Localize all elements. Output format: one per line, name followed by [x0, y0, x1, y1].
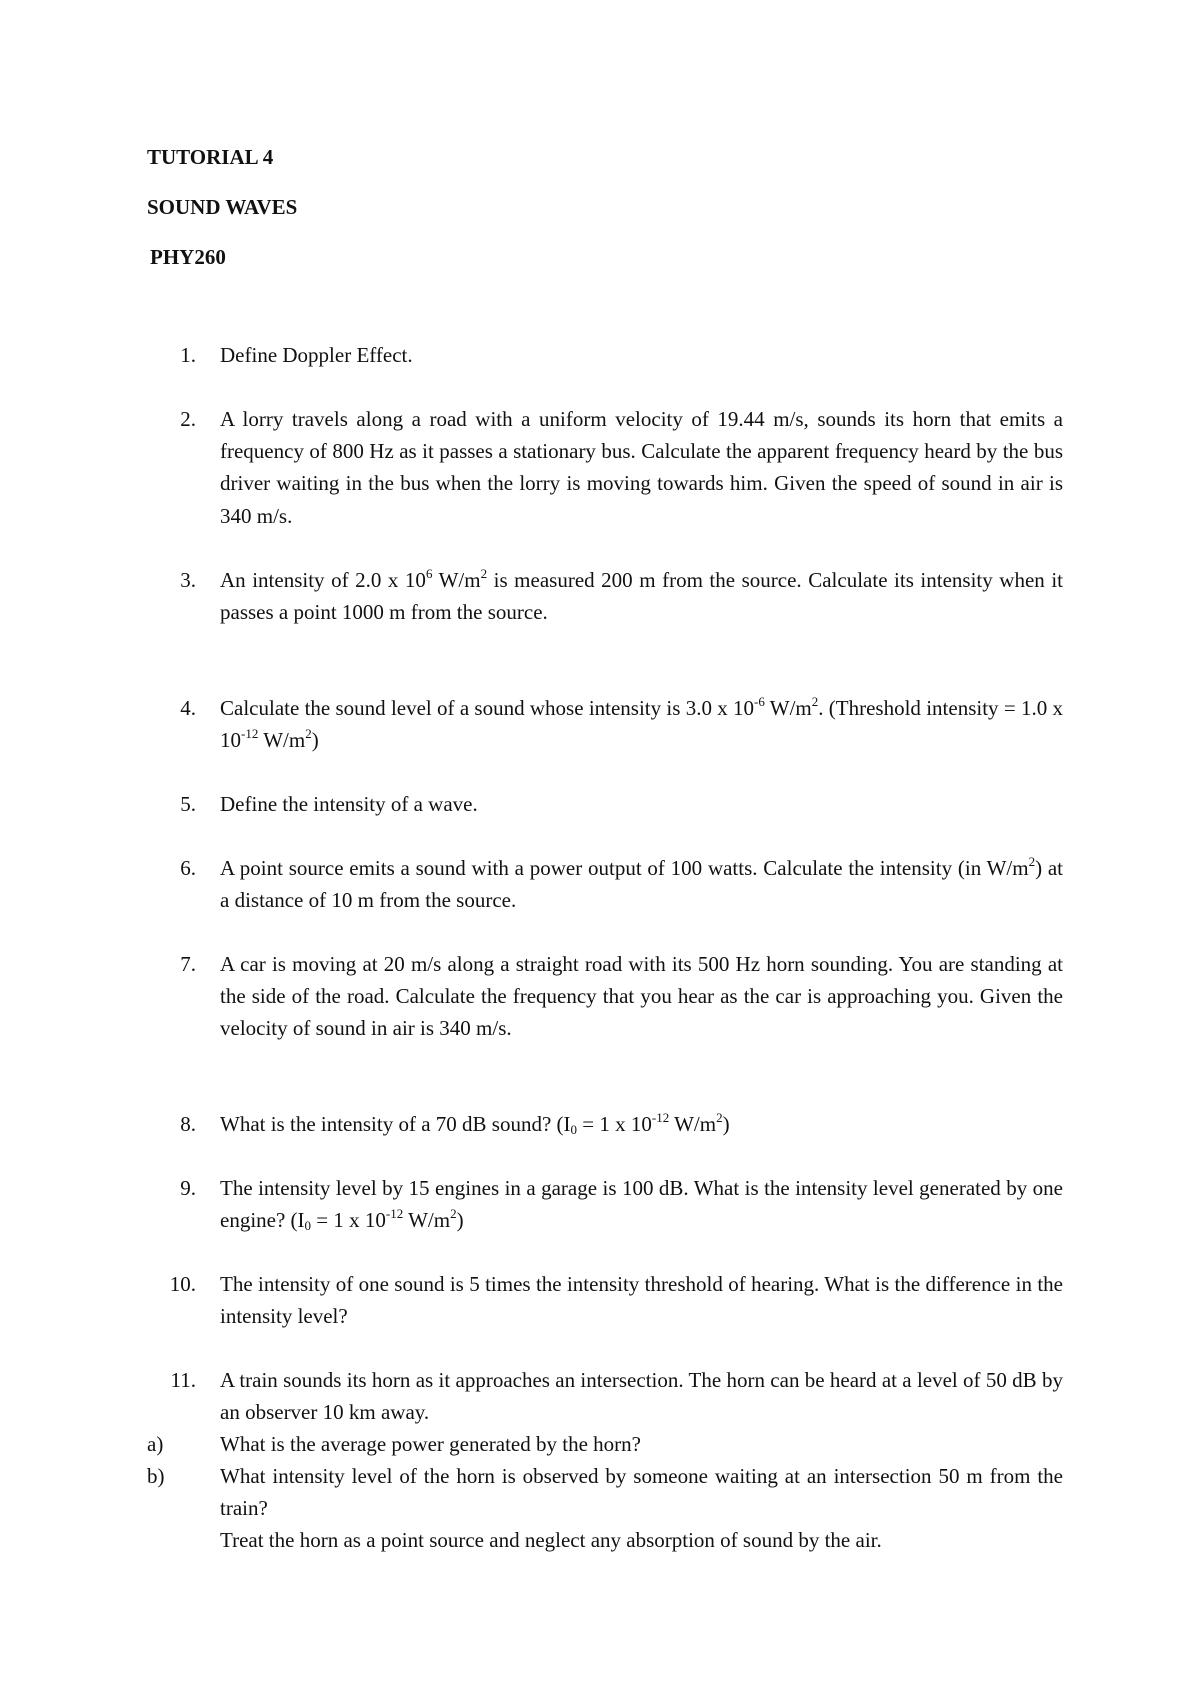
question-6: [180, 852, 1063, 916]
tutorial-title: TUTORIAL 4: [147, 145, 274, 169]
question-number: 8.: [180, 1112, 196, 1136]
question-11: [170, 1364, 1063, 1428]
question-3: [180, 564, 1063, 628]
question-2: [180, 403, 1063, 532]
question-number: 2.: [180, 407, 196, 431]
question-text: A point source emits a sound with a power output of 100 watts. Calculate the intensity (in $W/m^2$) at a distance of 10 m from the source.: [220, 854, 1063, 913]
question-number: 3.: [180, 568, 196, 592]
question-number: 10.: [169, 1272, 196, 1296]
question-number: 9.: [180, 1176, 196, 1200]
question-text: An intensity of 2.0 x $10^6$ $W/m^2$ is measured 200 m from the source. Calculate its intensity when it passes a point 1000 m from the source.: [220, 566, 1063, 625]
sub-question-text: What intensity level of the horn is observed by someone waiting at an intersection 50 m from the train?: [220, 1464, 1063, 1521]
sub-question-b: [147, 1460, 1063, 1524]
question-text: A lorry travels along a road with a uniform velocity of 19.44 m/s, sounds its horn that emits a frequency of 800 Hz as it passes a stationary bus. Calculate the apparent frequency heard by the bus driver waiting in the bus when the lorry is moving towards him. Given the speed of sound in air is 340 m/s.: [220, 407, 1063, 528]
sub-question-a: [147, 1428, 1063, 1460]
question-text: A car is moving at 20 m/s along a straight road with its 500 Hz horn sounding. You are standing at the side of the road. Calculate the frequency that you hear as the car is approaching you. Given the velocity of sound in air is 340 m/s.: [220, 952, 1063, 1041]
sub-question-letter: b): [147, 1464, 165, 1488]
question-number: 1.: [180, 343, 196, 367]
question-number: 6.: [180, 856, 196, 880]
tutorial-subtitle: SOUND WAVES: [147, 195, 298, 219]
sub-question-letter: a): [147, 1432, 164, 1456]
question-number: 4.: [180, 696, 196, 720]
question-text: A train sounds its horn as it approaches an intersection. The horn can be heard at a level of 50 dB by an observer 10 km away.: [220, 1368, 1063, 1425]
question-1: [180, 339, 1063, 371]
question-text: The intensity of one sound is 5 times the intensity threshold of hearing. What is the difference in the intensity level?: [220, 1272, 1063, 1329]
question-number: 11.: [170, 1368, 196, 1392]
question-text: Define the intensity of a wave.: [220, 792, 478, 816]
question-number: 5.: [180, 792, 196, 816]
question-text: The intensity level by 15 engines in a garage is 100 dB. What is the intensity level generated by one engine? ($I_0 = 1$ x $10^{-12}$ $W/m^2$): [220, 1176, 1063, 1234]
course-code: PHY260: [150, 245, 226, 269]
sub-question-text: What is the average power generated by the horn?: [220, 1432, 641, 1456]
question-number: 7.: [180, 952, 196, 976]
instruction-note: Treat the horn as a point source and neglect any absorption of sound by the air.: [220, 1528, 882, 1552]
question-10: [169, 1268, 1063, 1332]
document-header: [147, 144, 297, 294]
question-9: [180, 1172, 1063, 1236]
question-7: [180, 948, 1063, 1045]
question-text: Define Doppler Effect.: [220, 343, 413, 367]
question-5: [180, 788, 1063, 820]
question-text: What is the intensity of a 70 dB sound? ($I_0 = 1$ x $10^{-12}$ $W/m^2$): [220, 1110, 730, 1137]
question-8: [180, 1108, 1063, 1140]
question-text: Calculate the sound level of a sound whose intensity is 3.0 x $10^{-6}$ $W/m^2$. (Threshold intensity = 1.0 x $10^{-12}$ $W/m^2$): [220, 694, 1063, 753]
question-4: [180, 692, 1063, 756]
